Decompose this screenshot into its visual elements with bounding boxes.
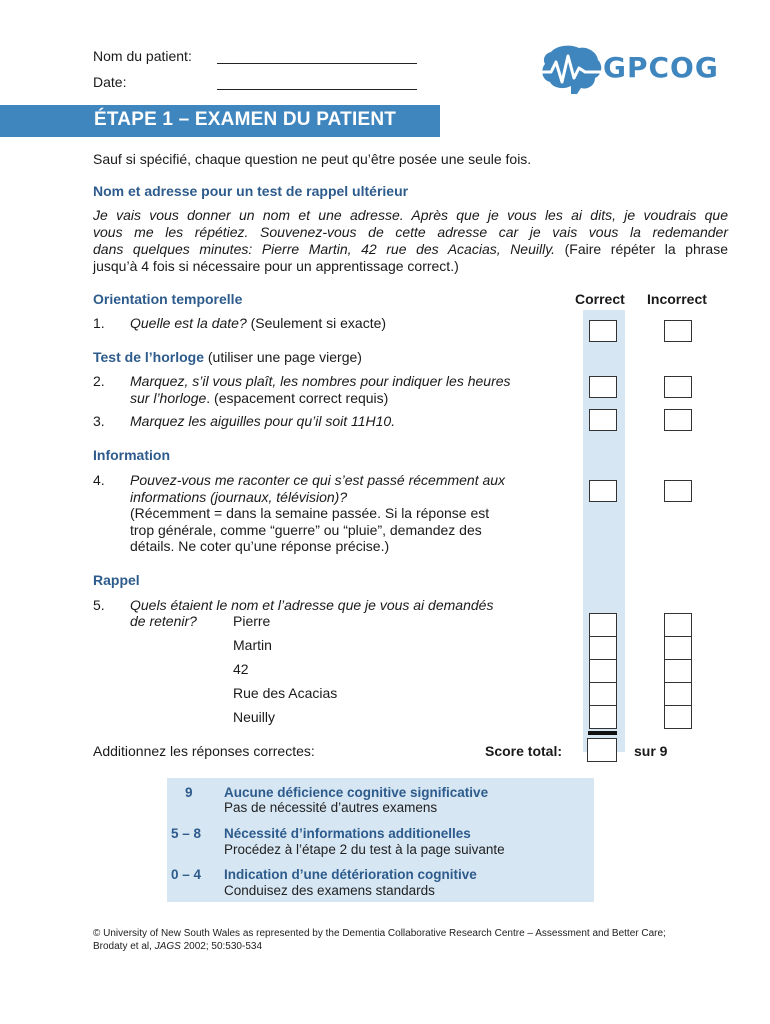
intro-text: Sauf si spécifié, chaque question ne peut qu’être posée une seule fois. — [93, 151, 532, 167]
recall-line-3-italic: dans quelques minutes: Pierre Martin, 42 rue des Acacias, Neuilly. — [93, 241, 556, 257]
information-heading: Information — [93, 447, 170, 463]
q2-line-1: Marquez, s’il vous plaît, les nombres pour indiquer les heures — [130, 373, 511, 389]
q3-text: Marquez les aiguilles pour qu’il soit 11H10. — [130, 413, 396, 429]
date-label: Date: — [93, 74, 127, 90]
q4-line-2: informations (journaux, télévision)? — [130, 488, 348, 505]
recall-instructions — [93, 207, 728, 275]
clock-heading-row — [93, 349, 362, 365]
q4-incorrect-checkbox[interactable] — [664, 480, 692, 502]
q4-line-4: trop générale, comme “guerre” ou “pluie”, demandez des — [130, 521, 482, 538]
q4-number: 4. — [93, 472, 105, 488]
recall-pierre-correct-checkbox[interactable] — [589, 613, 617, 637]
q5-line-1: Quels étaient le nom et l’adresse que je vous ai demandés — [130, 597, 494, 613]
result-range-3: 0 – 4 — [171, 867, 202, 882]
score-out-of: sur 9 — [634, 743, 668, 759]
q4-text — [130, 472, 505, 555]
result-subtitle-3: Conduisez des examens standards — [224, 883, 435, 898]
q2-correct-checkbox[interactable] — [589, 376, 617, 398]
recall-martin-correct-checkbox[interactable] — [589, 636, 617, 660]
footer-citation-details: 2002; 50:530-534 — [180, 941, 263, 952]
recall-rue-correct-checkbox[interactable] — [589, 682, 617, 706]
patient-name-field[interactable] — [217, 63, 417, 64]
footer-line-2 — [93, 940, 666, 953]
orientation-heading: Orientation temporelle — [93, 291, 243, 307]
clock-heading-note: (utiliser une page vierge) — [203, 349, 362, 365]
q2-line-2-italic: sur l’horloge — [130, 389, 207, 406]
result-subtitle-2: Procédez à l’étape 2 du test à la page suivante — [224, 842, 505, 857]
recall-42-correct-checkbox[interactable] — [589, 659, 617, 683]
result-title-3: Indication d’une détérioration cognitive — [224, 867, 477, 882]
q1-normal: (Seulement si exacte) — [246, 315, 387, 331]
footer-citation: Brodaty et al, — [93, 941, 155, 952]
q3-incorrect-checkbox[interactable] — [664, 409, 692, 431]
result-title-1: Aucune déficience cognitive significative — [224, 785, 489, 800]
q1-number: 1. — [93, 315, 105, 331]
recall-42-incorrect-checkbox[interactable] — [664, 659, 692, 683]
recall-item-42: 42 — [233, 661, 249, 677]
score-total-label: Score total: — [485, 743, 563, 759]
score-divider — [588, 731, 617, 735]
recall-line-1: Je vais vous donner un nom et une adresse. Après que je vous les ai dits, je voudrais que — [93, 207, 728, 223]
correct-column-header: Correct — [575, 291, 625, 307]
score-total-field[interactable] — [587, 738, 617, 762]
step-banner — [0, 105, 440, 137]
q2-line-2-normal: . (espacement correct requis) — [206, 389, 389, 406]
footer-line-1: © University of New South Wales as represented by the Dementia Collaborative Research Centre – Assessment and Better Care; — [93, 928, 666, 939]
result-subtitle-1: Pas de nécessité d’autres examens — [224, 800, 438, 815]
recall-line-4: jusqu’à 4 fois si nécessaire pour un apprentissage correct.) — [93, 258, 459, 274]
add-correct-label: Additionnez les réponses correctes: — [93, 743, 315, 759]
q1-incorrect-checkbox[interactable] — [664, 320, 692, 342]
q3-correct-checkbox[interactable] — [589, 409, 617, 431]
q4-line-5: détails. Ne coter qu’une réponse précise.) — [130, 538, 390, 554]
brain-icon — [537, 44, 605, 96]
recall-item-pierre: Pierre — [233, 613, 271, 629]
result-range-1: 9 — [185, 785, 193, 800]
q2-text — [130, 373, 511, 406]
footer-copyright — [93, 927, 666, 953]
q2-number: 2. — [93, 373, 105, 389]
incorrect-column-header: Incorrect — [647, 291, 707, 307]
recall-item-martin: Martin — [233, 637, 272, 653]
recall-rue-incorrect-checkbox[interactable] — [664, 682, 692, 706]
date-field[interactable] — [217, 89, 417, 90]
recall-line-2: vous me les répétiez. Souvenez-vous de cette adresse car je vais vous la redemander — [93, 224, 728, 240]
recall-line-3 — [93, 241, 728, 258]
result-range-2: 5 – 8 — [171, 826, 202, 841]
q4-line-3: (Récemment = dans la semaine passée. Si la réponse est — [130, 505, 490, 521]
result-title-2: Nécessité d’informations additionelles — [224, 826, 471, 841]
q1-italic: Quelle est la date? — [130, 315, 247, 331]
patient-name-label: Nom du patient: — [93, 48, 192, 64]
q1-correct-checkbox[interactable] — [589, 320, 617, 342]
recall-neuilly-correct-checkbox[interactable] — [589, 705, 617, 729]
q2-incorrect-checkbox[interactable] — [664, 376, 692, 398]
q5-number: 5. — [93, 597, 105, 613]
gpcog-logo — [537, 44, 727, 96]
recall-martin-incorrect-checkbox[interactable] — [664, 636, 692, 660]
q5-line-2: de retenir? — [130, 613, 197, 629]
recall-item-rue: Rue des Acacias — [233, 685, 338, 701]
q1-text — [130, 315, 386, 332]
recall-pierre-incorrect-checkbox[interactable] — [664, 613, 692, 637]
footer-journal: JAGS — [154, 941, 181, 952]
recall-neuilly-incorrect-checkbox[interactable] — [664, 705, 692, 729]
clock-heading: Test de l’horloge — [93, 349, 204, 365]
logo-text: GPCOG — [603, 51, 719, 84]
q4-correct-checkbox[interactable] — [589, 480, 617, 502]
step-title: ÉTAPE 1 – EXAMEN DU PATIENT — [94, 109, 397, 130]
recall-line-3-normal: (Faire répéter la phrase — [555, 241, 728, 257]
rappel-heading: Rappel — [93, 572, 140, 588]
q3-number: 3. — [93, 413, 105, 429]
recall-heading: Nom et adresse pour un test de rappel ultérieur — [93, 183, 409, 199]
recall-item-neuilly: Neuilly — [233, 709, 276, 725]
q4-line-1: Pouvez-vous me raconter ce qui s’est passé récemment aux — [130, 472, 506, 488]
